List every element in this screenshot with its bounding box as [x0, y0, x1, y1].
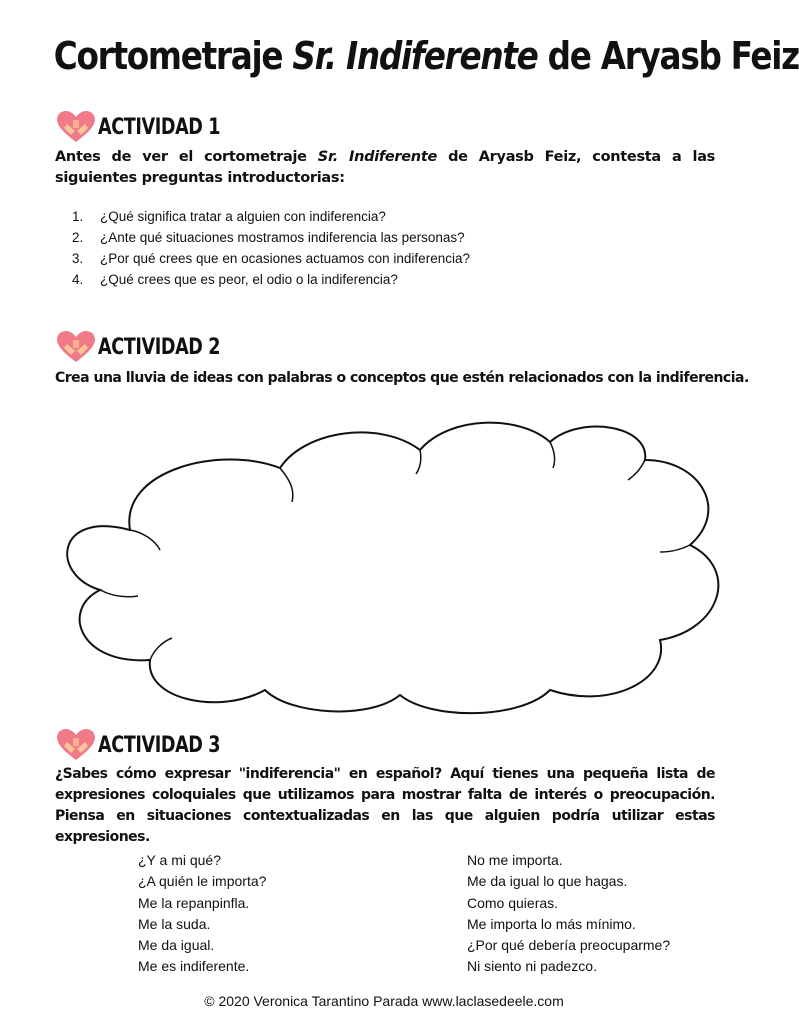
activity3-instruction: ¿Sabes cómo expresar "indiferencia" en español? Aquí tienes una pequeña lista de expresiones coloquiales que utilizamos para mostrar falta de interés o preocupación. Piensa en situaciones contextualizadas en las que alguien podría utilizar estas expresiones.	[55, 766, 715, 845]
list-item: Me la suda.	[138, 915, 211, 932]
list-item: Me da igual.	[138, 937, 215, 954]
expressions-left-list	[138, 850, 266, 978]
activity1-question-list	[72, 206, 470, 290]
activity2-title: ACTIVIDAD 2	[98, 334, 221, 360]
question-text: ¿Ante qué situaciones mostramos indiferencia las personas?	[100, 230, 465, 245]
activity1-header	[56, 110, 251, 144]
title-film: Sr. Indiferente	[292, 34, 538, 78]
list-item: ¿A quién le importa?	[138, 873, 267, 890]
title-part2: de Aryasb Feiz	[547, 34, 799, 78]
brainstorm-cloud[interactable]	[50, 410, 720, 720]
list-item	[72, 269, 470, 290]
activity3-title: ACTIVIDAD 3	[98, 732, 221, 758]
activity1-intro-after: de Aryasb Feiz, contesta a las siguientes preguntas introductorias:	[55, 149, 716, 186]
activity2-instruction: Crea una lluvia de ideas con palabras o conceptos que estén relacionados con la indiferencia.	[55, 370, 749, 386]
activity3-header	[56, 728, 251, 762]
heart-hands-icon	[56, 728, 96, 762]
question-text: ¿Qué significa tratar a alguien con indiferencia?	[100, 209, 386, 224]
list-item: ¿Por qué debería preocuparme?	[467, 937, 671, 954]
list-item: Me es indiferente.	[138, 958, 250, 975]
activity1-intro-before: Antes de ver el cortometraje	[55, 149, 307, 165]
activity1-intro	[55, 147, 715, 189]
expressions-right-list	[467, 850, 670, 978]
heart-hands-icon	[56, 330, 96, 364]
page-title	[53, 34, 799, 78]
question-number: 2.	[72, 230, 84, 245]
question-number: 4.	[72, 272, 84, 287]
activity1-title: ACTIVIDAD 1	[98, 114, 221, 140]
list-item: Me la repanpinfla.	[138, 894, 250, 911]
title-part1: Cortometraje	[53, 34, 283, 78]
list-item: ¿Y a mi qué?	[138, 852, 222, 868]
list-item: Me importa lo más mínimo.	[467, 915, 636, 932]
activity2-header	[56, 330, 251, 364]
list-item	[72, 227, 470, 248]
question-text: ¿Qué crees que es peor, el odio o la indiferencia?	[100, 272, 398, 287]
question-text: ¿Por qué crees que en ocasiones actuamos con indiferencia?	[100, 251, 470, 266]
list-item	[72, 248, 470, 269]
footer-credit: © 2020 Veronica Tarantino Parada www.laclasedeele.com	[204, 993, 564, 1009]
list-item: Me da igual lo que hagas.	[467, 873, 628, 890]
list-item	[72, 206, 470, 227]
activity1-intro-film: Sr. Indiferente	[317, 149, 437, 165]
question-number: 3.	[72, 251, 84, 266]
list-item: Como quieras.	[467, 894, 559, 911]
question-number: 1.	[72, 209, 84, 224]
list-item: No me importa.	[467, 852, 563, 868]
list-item: Ni siento ni padezco.	[467, 958, 597, 975]
heart-hands-icon	[56, 110, 96, 144]
